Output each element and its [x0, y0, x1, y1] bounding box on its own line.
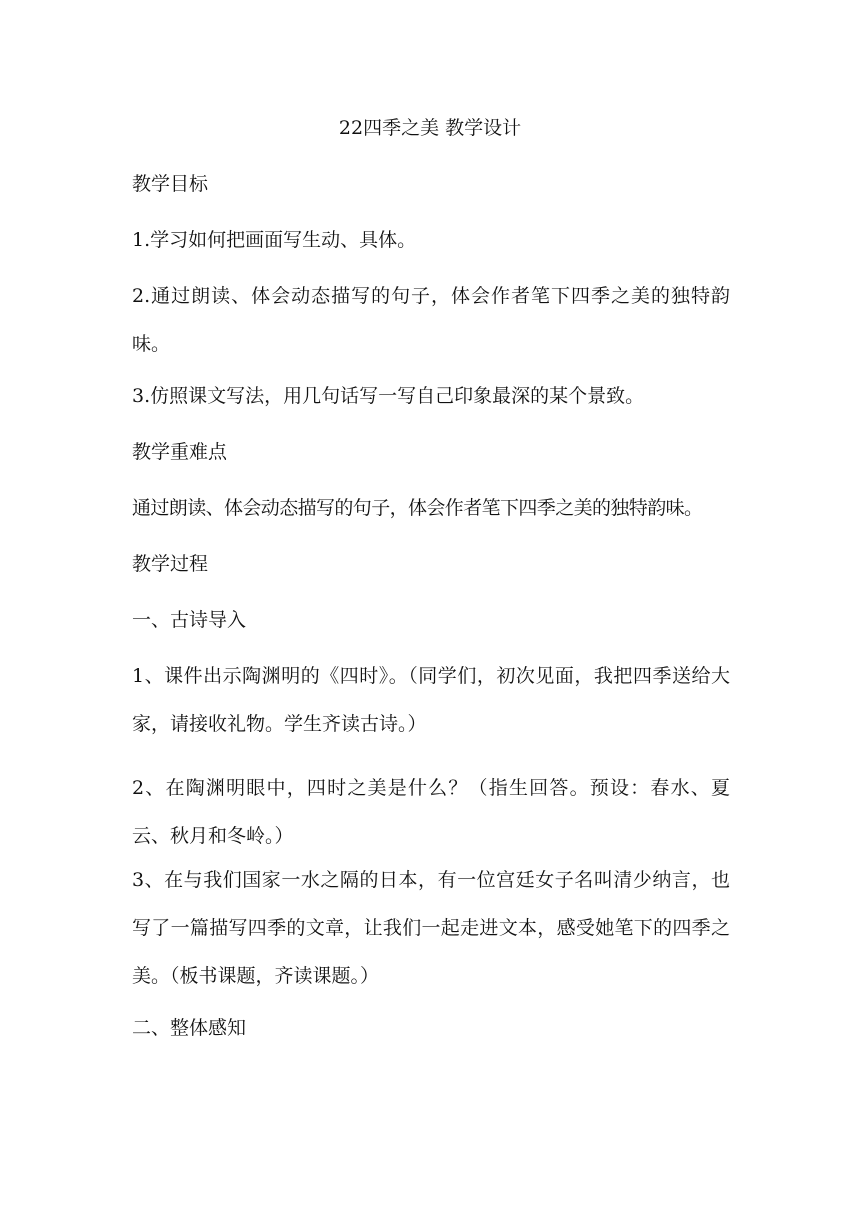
- goal-item-3: 3.仿照课文写法，用几句话写一写自己印象最深的某个景致。: [132, 385, 645, 407]
- process-step-3: 3、在与我们国家一水之隔的日本，有一位宫廷女子名叫清少纳言，也写了一篇描写四季的文章，让我们一起走进文本，感受她笔下的四季之美。（板书课题，齐读课题。）: [132, 869, 730, 987]
- part-2-heading: 二、整体感知: [132, 1017, 247, 1039]
- part-1-heading: 一、古诗导入: [132, 609, 247, 631]
- goal-item-1: 1.学习如何把画面写生动、具体。: [132, 229, 417, 251]
- key-difficulties-text: 通过朗读、体会动态描写的句子，体会作者笔下四季之美的独特韵味。: [132, 497, 703, 519]
- document-title: 22四季之美 教学设计: [338, 117, 522, 139]
- goal-item-2: 2.通过朗读、体会动态描写的句子，体会作者笔下四季之美的独特韵味。: [132, 285, 730, 355]
- heading-teaching-process: 教学过程: [132, 553, 209, 575]
- process-step-2: 2、在陶渊明眼中，四时之美是什么？（指生回答。预设：春水、夏云、秋月和冬岭。）: [132, 777, 730, 847]
- process-step-1: 1、课件出示陶渊明的《四时》。（同学们，初次见面，我把四季送给大家，请接收礼物。学生齐读古诗。）: [132, 665, 730, 735]
- heading-teaching-goals: 教学目标: [132, 173, 209, 195]
- heading-key-difficulties: 教学重难点: [132, 441, 228, 463]
